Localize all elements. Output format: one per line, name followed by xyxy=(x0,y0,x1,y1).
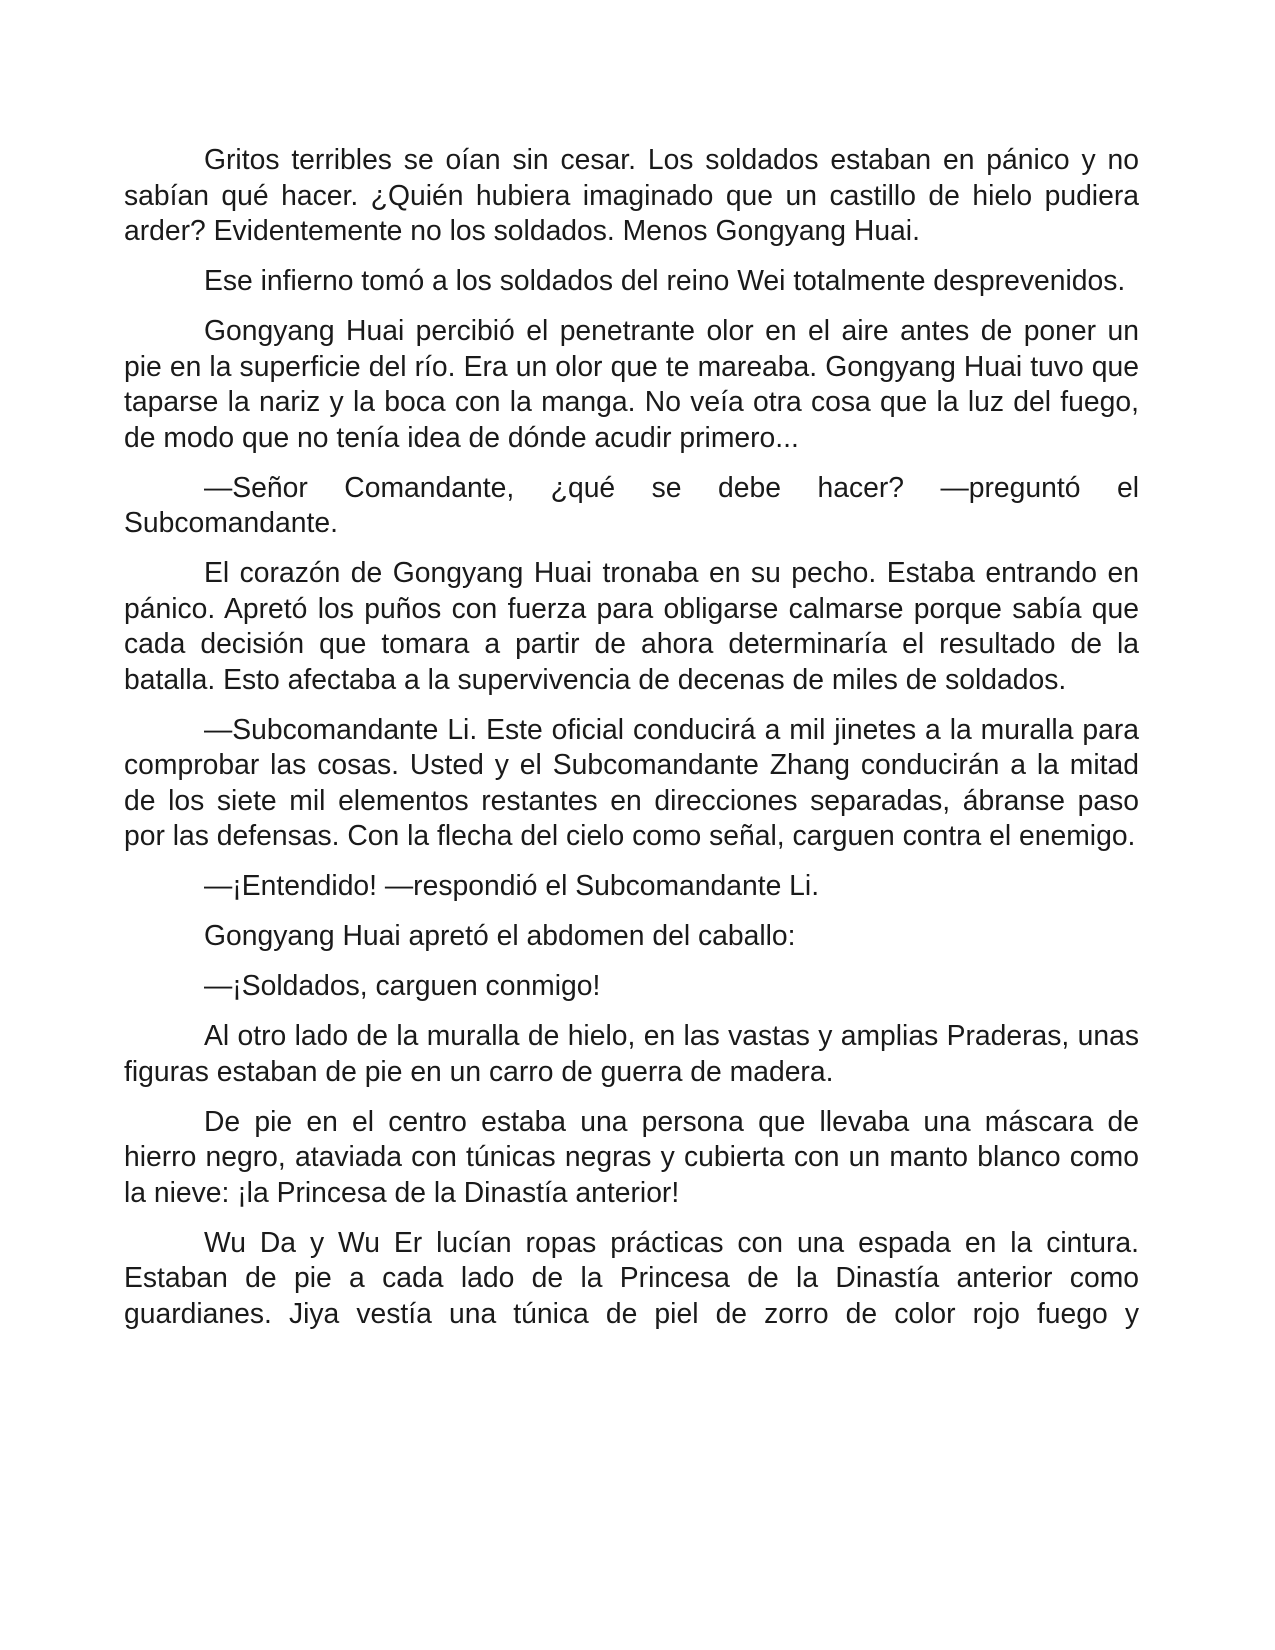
paragraph: Al otro lado de la muralla de hielo, en las vastas y amplias Praderas, unas figuras estaban de pie en un carro de guerra de madera. xyxy=(124,1019,1139,1087)
paragraph: Gritos terribles se oían sin cesar. Los soldados estaban en pánico y no sabían qué hacer. ¿Quién hubiera imaginado que un castillo de hielo pudiera arder? Evidentemente no los soldados. Menos Gongyang Huai. xyxy=(124,143,1139,246)
dialogue-paragraph: —Subcomandante Li. Este oficial conducirá a mil jinetes a la muralla para comprobar las cosas. Usted y el Subcomandante Zhang conducirán a la mitad de los siete mil elementos restantes en direcciones separadas, ábranse paso por las defensas. Con la flecha del cielo como señal, carguen contra el enemigo. xyxy=(124,712,1139,851)
dialogue-paragraph: —¡Entendido! —respondió el Subcomandante Li. xyxy=(204,869,820,901)
dialogue-paragraph: —¡Soldados, carguen conmigo! xyxy=(204,969,601,1001)
paragraph: Gongyang Huai apretó el abdomen del caballo: xyxy=(204,919,796,951)
dialogue-paragraph: —Señor Comandante, ¿qué se debe hacer? —preguntó el Subcomandante. xyxy=(124,470,1139,538)
paragraph: Wu Da y Wu Er lucían ropas prácticas con una espada en la cintura. Estaban de pie a cada lado de la Princesa de la Dinastía anterior como guardianes. Jiya vestía una túnica de piel de zorro de color rojo fuego y xyxy=(124,1225,1139,1329)
paragraph: De pie en el centro estaba una persona que llevaba una máscara de hierro negro, ataviada con túnicas negras y cubierta con un manto blanco como la nieve: ¡la Princesa de la Dinastía anterior! xyxy=(124,1104,1139,1208)
paragraph: Ese infierno tomó a los soldados del reino Wei totalmente desprevenidos. xyxy=(204,264,1126,296)
paragraph: El corazón de Gongyang Huai tronaba en su pecho. Estaba entrando en pánico. Apretó los puños con fuerza para obligarse calmarse porque sabía que cada decisión que tomara a partir de ahora determinaría el resultado de la batalla. Esto afectaba a la supervivencia de decenas de miles de soldados. xyxy=(124,556,1139,695)
body-text xyxy=(124,142,1139,1346)
paragraph: Gongyang Huai percibió el penetrante olor en el aire antes de poner un pie en la superficie del río. Era un olor que te mareaba. Gongyang Huai tuvo que taparse la nariz y la boca con la manga. No veía otra cosa que la luz del fuego, de modo que no tenía idea de dónde acudir primero... xyxy=(124,314,1139,453)
